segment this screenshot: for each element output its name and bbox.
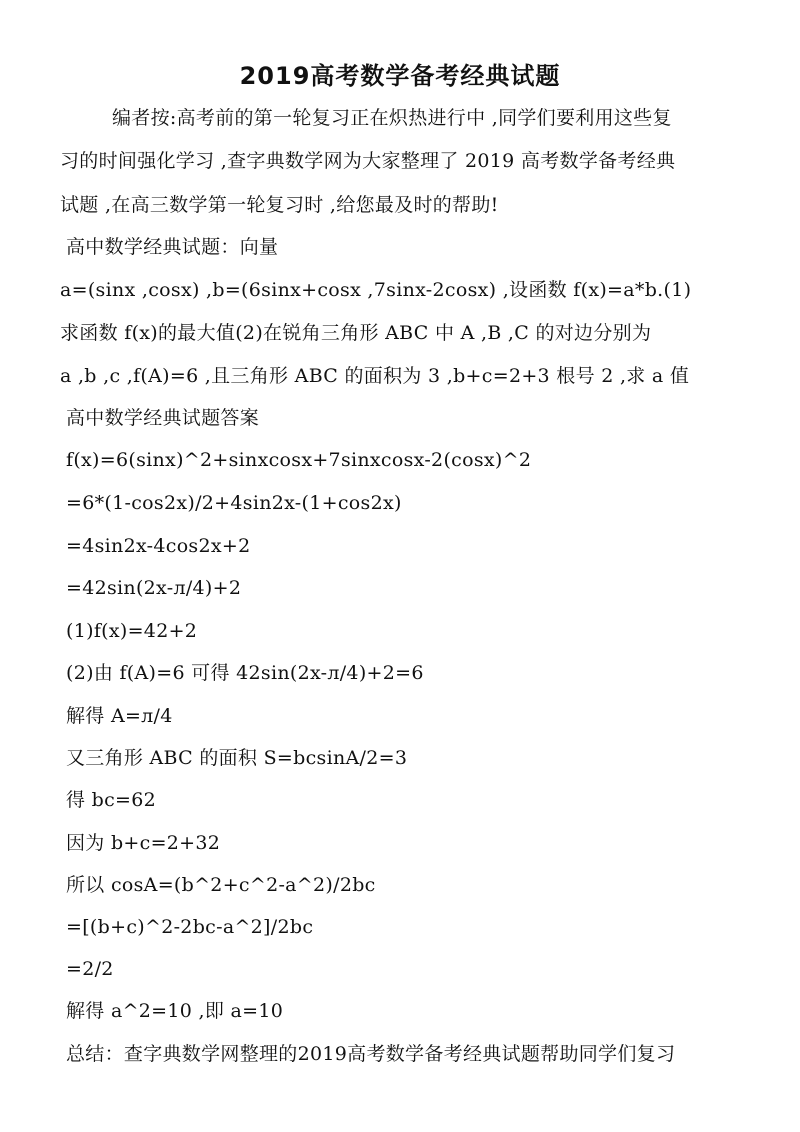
summary-line: 总结：查字典数学网整理的2019高考数学备考经典试题帮助同学们复习	[66, 1043, 676, 1065]
paragraph-line: 试题 ,在高三数学第一轮复习时 ,给您最及时的帮助!	[60, 194, 499, 216]
formula-line: 所以 cosA=(b^2+c^2-a^2)/2bc	[66, 874, 376, 896]
formula-line: =[(b+c)^2-2bc-a^2]/2bc	[66, 916, 314, 938]
formula-line: 解得 A=л/4	[66, 705, 173, 727]
paragraph-line: a=(sinx ,cosx) ,b=(6sinx+cosx ,7sinx-2cosx) ,设函数 f(x)=a*b.(1)	[60, 279, 692, 301]
section-heading: 高中数学经典试题：向量	[66, 236, 279, 258]
formula-line: 又三角形 ABC 的面积 S=bcsinA/2=3	[66, 747, 408, 769]
formula-line: f(x)=6(sinx)^2+sinxcosx+7sinxcosx-2(cosx)^2	[66, 449, 532, 471]
paragraph-line: a ,b ,c ,f(A)=6 ,且三角形 ABC 的面积为 3 ,b+c=2+3 根号 2 ,求 a 值	[60, 365, 690, 387]
document-title: 2019高考数学备考经典试题	[239, 62, 561, 90]
paragraph-line: 习的时间强化学习 ,查字典数学网为大家整理了 2019 高考数学备考经典	[60, 150, 676, 172]
formula-line: (2)由 f(A)=6 可得 42sin(2x-л/4)+2=6	[66, 662, 424, 684]
formula-line: 因为 b+c=2+32	[66, 832, 221, 854]
formula-line: 解得 a^2=10 ,即 a=10	[66, 1000, 284, 1022]
formula-line: =2/2	[66, 958, 114, 980]
formula-line: (1)f(x)=42+2	[66, 620, 198, 642]
formula-line: =6*(1-cos2x)/2+4sin2x-(1+cos2x)	[66, 492, 402, 514]
paragraph-line: 求函数 f(x)的最大值(2)在锐角三角形 ABC 中 A ,B ,C 的对边分别为	[60, 322, 652, 344]
section-heading: 高中数学经典试题答案	[66, 407, 260, 429]
formula-line: =4sin2x-4cos2x+2	[66, 535, 251, 557]
formula-line: 得 bc=62	[66, 789, 157, 811]
formula-line: =42sin(2x-л/4)+2	[66, 577, 242, 599]
paragraph-line: 编者按:高考前的第一轮复习正在炽热进行中 ,同学们要利用这些复	[112, 107, 672, 129]
